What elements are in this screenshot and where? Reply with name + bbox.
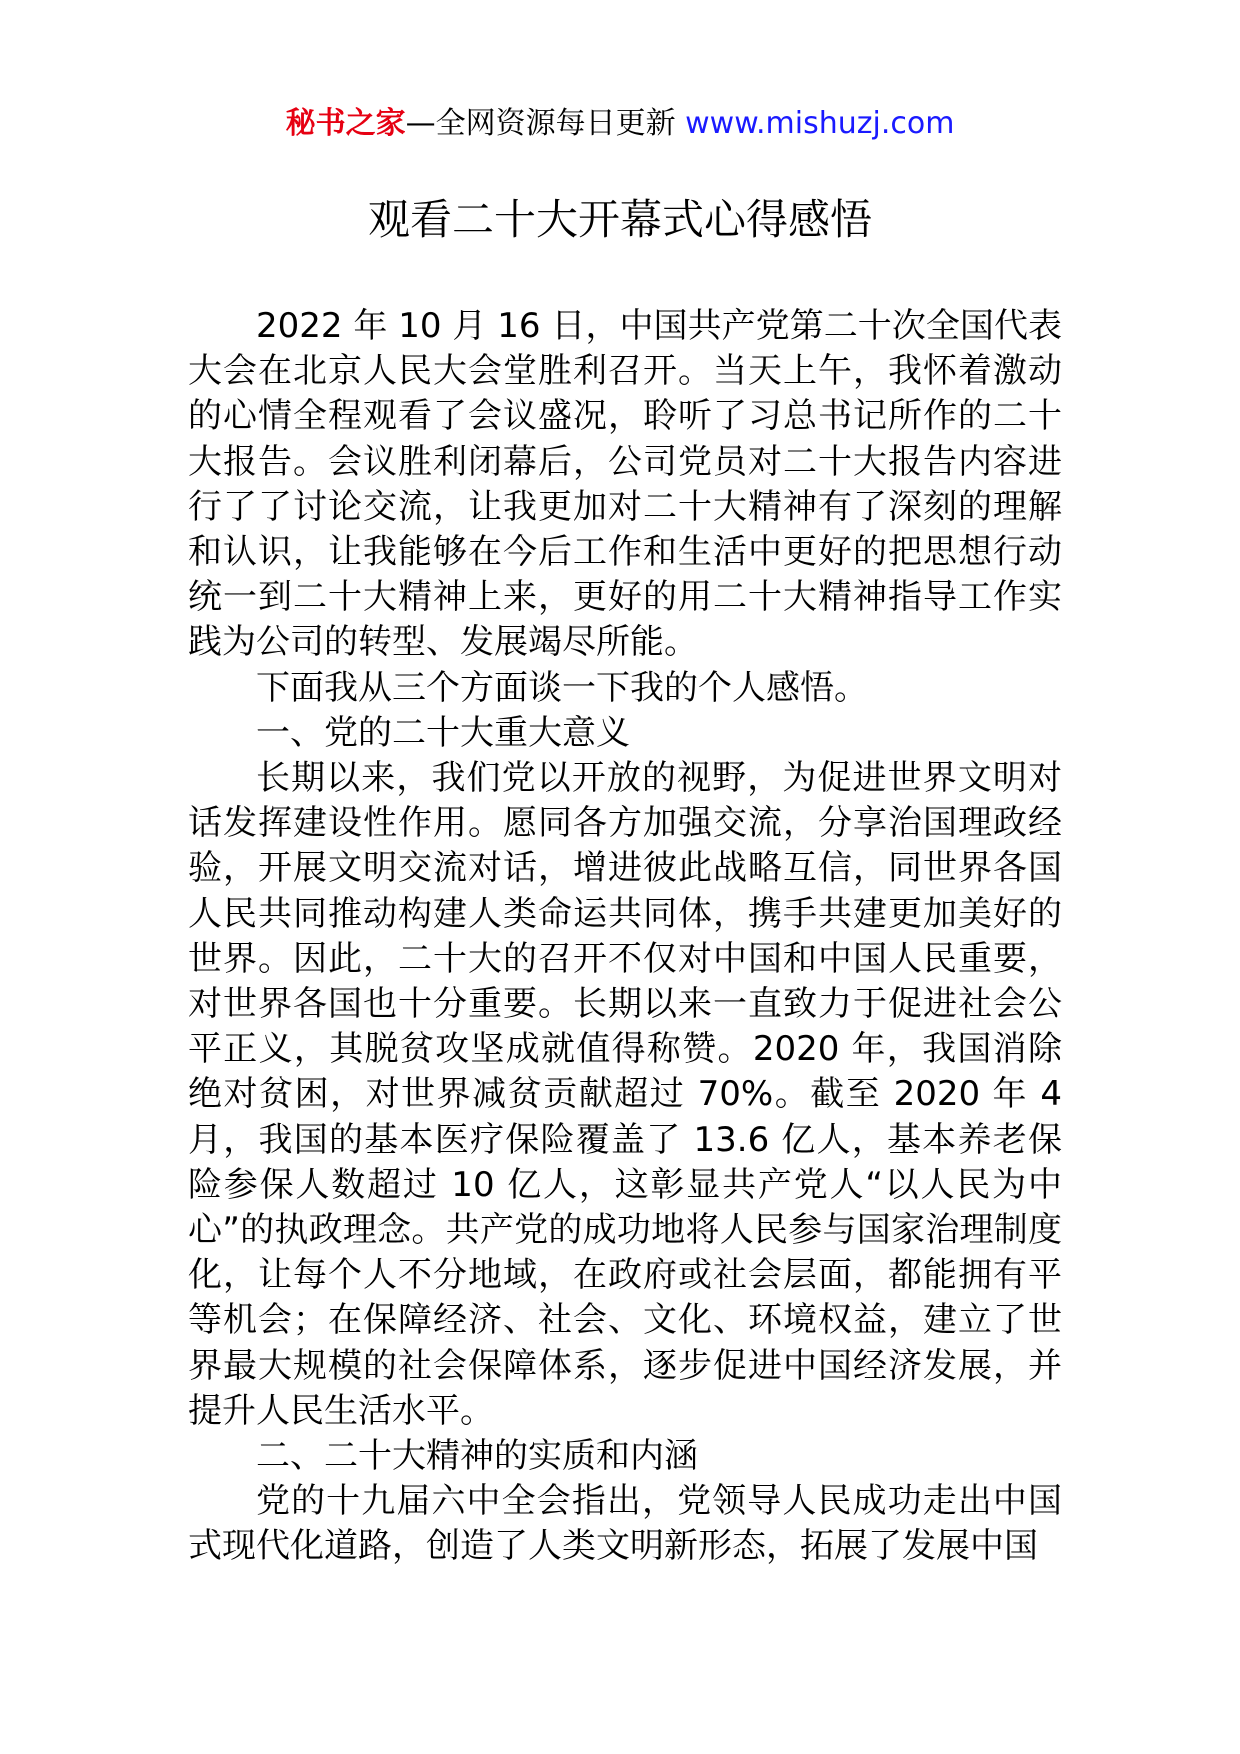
paragraph-section-1: 长期以来，我们党以开放的视野，为促进世界文明对话发挥建设性作用。愿同各方加强交流，分享治国理政经验，开展文明交流对话，增进彼此战略互信，同世界各国人民共同推动构建人类命运共同体，携手共建更加美好的世界。因此，二十大的召开不仅对中国和中国人民重要，对世界各国也十分重要。长期以来一直致力于促进社会公平正义，其脱贫攻坚成就值得称赞。2020 年，我国消除绝对贫困，对世界减贫贡献超过 70%。截至 2020 年 4 月，我国的基本医疗保险覆盖了 13.6 亿人，基本养老保险参保人数超过 10 亿人，这彰显共产党人“以人民为中心”的执政理念。共产党的成功地将人民参与国家治理制度化，让每个人不分地域，在政府或社会层面，都能拥有平等机会；在保障经济、社会、文化、环境权益，建立了世界最大规模的社会保障体系，逐步促进中国经济发展，并提升人民生活水平。 (188, 758, 1062, 1431)
section-heading-2: 二、二十大精神的实质和内涵 (256, 1436, 698, 1477)
paragraph-intro: 2022 年 10 月 16 日，中国共产党第二十次全国代表大会在北京人民大会堂胜利召开。当天上午，我怀着激动的心情全程观看了会议盛况，聆听了习总书记所作的二十大报告。会议胜利闭幕后，公司党员对二十大报告内容进行了了讨论交流，让我更加对二十大精神有了深刻的理解和认识，让我能够在今后工作和生活中更好的把思想行动统一到二十大精神上来，更好的用二十大精神指导工作实践为公司的转型、发展竭尽所能。 (188, 306, 1062, 663)
paragraph-section-2: 党的十九届六中全会指出，党领导人民成功走出中国式现代化道路，创造了人类文明新形态，拓展了发展中国 (188, 1481, 1062, 1567)
document-body (188, 304, 1062, 1570)
site-header (0, 102, 1240, 146)
brand-name: 秘书之家 (285, 106, 406, 141)
section-heading-1: 一、党的二十大重大意义 (256, 712, 630, 753)
paragraph-overview: 下面我从三个方面谈一下我的个人感悟。 (256, 667, 868, 708)
document-title: 观看二十大开幕式心得感悟 (367, 195, 872, 244)
header-tagline: —全网资源每日更新 (405, 106, 676, 141)
site-url-link[interactable]: www.mishuzj.com (685, 106, 955, 141)
